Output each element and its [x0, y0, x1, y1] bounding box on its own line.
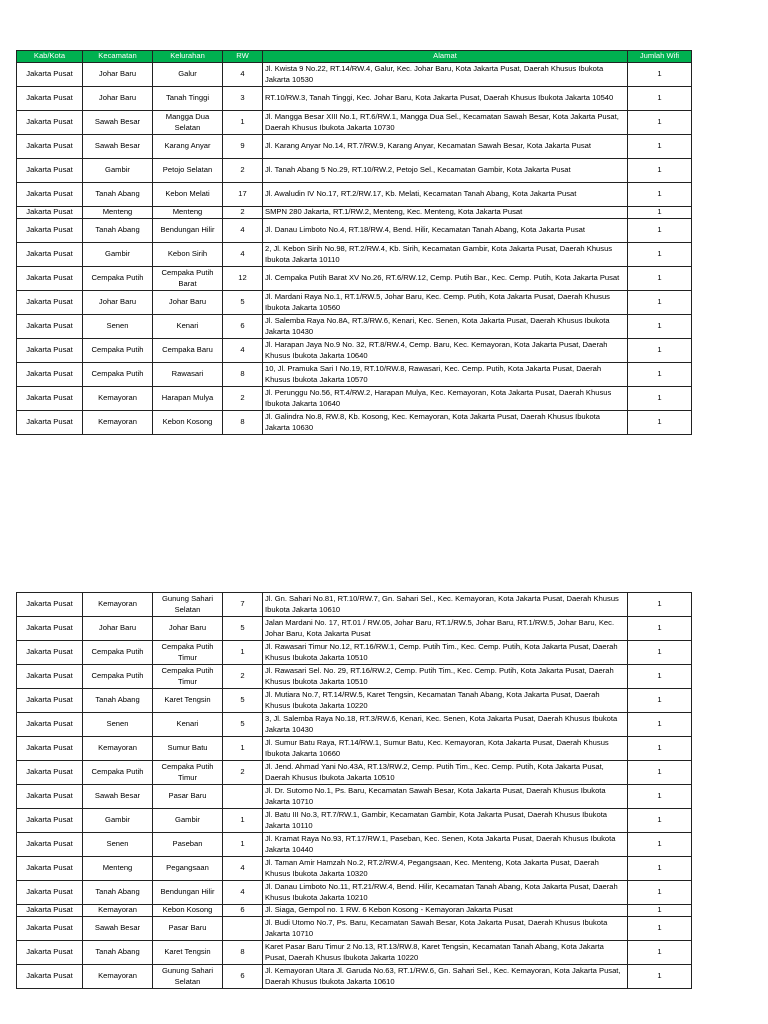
cell-kab-kota: Jakarta Pusat	[17, 785, 83, 809]
cell-jumlah-wifi: 1	[628, 833, 692, 857]
cell-rw: 5	[223, 291, 263, 315]
cell-kecamatan: Kemayoran	[83, 593, 153, 617]
cell-kelurahan: Kenari	[153, 315, 223, 339]
table-row	[17, 617, 692, 641]
cell-alamat: Jl. Dr. Sutomo No.1, Ps. Baru, Kecamatan Sawah Besar, Kota Jakarta Pusat, Daerah Khusus Ibukota Jakarta 10710	[263, 785, 628, 809]
header-kelurahan: Kelurahan	[153, 51, 223, 63]
cell-rw: 12	[223, 267, 263, 291]
cell-kecamatan: Johar Baru	[83, 291, 153, 315]
cell-kab-kota: Jakarta Pusat	[17, 917, 83, 941]
cell-kelurahan: Cempaka Putih Timur	[153, 665, 223, 689]
cell-kecamatan: Tanah Abang	[83, 881, 153, 905]
table-row	[17, 785, 692, 809]
cell-kab-kota: Jakarta Pusat	[17, 713, 83, 737]
cell-kab-kota: Jakarta Pusat	[17, 665, 83, 689]
cell-kab-kota: Jakarta Pusat	[17, 207, 83, 219]
cell-jumlah-wifi: 1	[628, 411, 692, 435]
cell-kecamatan: Sawah Besar	[83, 111, 153, 135]
table-row	[17, 87, 692, 111]
cell-kelurahan: Tanah Tinggi	[153, 87, 223, 111]
cell-kecamatan: Senen	[83, 315, 153, 339]
cell-alamat: Jl. Mardani Raya No.1, RT.1/RW.5, Johar Baru, Kec. Cemp. Putih, Kota Jakarta Pusat, Daerah Khusus Ibukota Jakarta 10560	[263, 291, 628, 315]
cell-kecamatan: Senen	[83, 833, 153, 857]
cell-kecamatan: Kemayoran	[83, 905, 153, 917]
cell-jumlah-wifi: 1	[628, 387, 692, 411]
cell-kab-kota: Jakarta Pusat	[17, 159, 83, 183]
cell-kecamatan: Gambir	[83, 159, 153, 183]
cell-rw: 5	[223, 689, 263, 713]
cell-kab-kota: Jakarta Pusat	[17, 965, 83, 989]
cell-jumlah-wifi: 1	[628, 641, 692, 665]
table-row	[17, 761, 692, 785]
cell-kecamatan: Tanah Abang	[83, 689, 153, 713]
cell-rw: 1	[223, 833, 263, 857]
cell-kelurahan: Karet Tengsin	[153, 689, 223, 713]
table-row	[17, 411, 692, 435]
cell-jumlah-wifi: 1	[628, 315, 692, 339]
cell-jumlah-wifi: 1	[628, 291, 692, 315]
cell-rw: 4	[223, 219, 263, 243]
cell-kecamatan: Tanah Abang	[83, 941, 153, 965]
cell-kab-kota: Jakarta Pusat	[17, 243, 83, 267]
table-row	[17, 135, 692, 159]
cell-jumlah-wifi: 1	[628, 881, 692, 905]
header-alamat: Alamat	[263, 51, 628, 63]
cell-kelurahan: Gunung Sahari Selatan	[153, 593, 223, 617]
cell-alamat: 3, Jl. Salemba Raya No.18, RT.3/RW.6, Kenari, Kec. Senen, Kota Jakarta Pusat, Daerah Khusus Ibukota Jakarta 10430	[263, 713, 628, 737]
cell-kab-kota: Jakarta Pusat	[17, 267, 83, 291]
cell-rw: 4	[223, 857, 263, 881]
cell-kelurahan: Johar Baru	[153, 291, 223, 315]
table-row	[17, 159, 692, 183]
cell-alamat: Jalan Mardani No. 17, RT.01 / RW.05, Johar Baru, RT.1/RW.5, Johar Baru, RT.1/RW.5, Johar Baru, Kec. Johar Baru, Kota Jakarta Pusat	[263, 617, 628, 641]
cell-rw: 1	[223, 809, 263, 833]
cell-rw: 2	[223, 207, 263, 219]
cell-rw: 4	[223, 339, 263, 363]
cell-kecamatan: Cempaka Putih	[83, 363, 153, 387]
cell-rw: 1	[223, 641, 263, 665]
cell-kab-kota: Jakarta Pusat	[17, 689, 83, 713]
cell-alamat: Jl. Gn. Sahari No.81, RT.10/RW.7, Gn. Sahari Sel., Kec. Kemayoran, Kota Jakarta Pusat, Daerah Khusus Ibukota Jakarta 10610	[263, 593, 628, 617]
cell-kab-kota: Jakarta Pusat	[17, 291, 83, 315]
cell-kelurahan: Mangga Dua Selatan	[153, 111, 223, 135]
table-row	[17, 941, 692, 965]
cell-rw: 6	[223, 905, 263, 917]
cell-kab-kota: Jakarta Pusat	[17, 111, 83, 135]
table-row	[17, 207, 692, 219]
cell-rw: 2	[223, 761, 263, 785]
cell-jumlah-wifi: 1	[628, 111, 692, 135]
cell-kelurahan: Menteng	[153, 207, 223, 219]
cell-rw: 6	[223, 315, 263, 339]
table-row	[17, 387, 692, 411]
cell-alamat: Jl. Cempaka Putih Barat XV No.26, RT.6/RW.12, Cemp. Putih Bar., Kec. Cemp. Putih, Kota Jakarta Pusat	[263, 267, 628, 291]
cell-kelurahan: Kebon Kosong	[153, 905, 223, 917]
cell-alamat: Jl. Karang Anyar No.14, RT.7/RW.9, Karang Anyar, Kecamatan Sawah Besar, Kota Jakarta Pusat	[263, 135, 628, 159]
cell-kab-kota: Jakarta Pusat	[17, 761, 83, 785]
table-row	[17, 291, 692, 315]
cell-alamat: Jl. Budi Utomo No.7, Ps. Baru, Kecamatan Sawah Besar, Kota Jakarta Pusat, Daerah Khusus Ibukota Jakarta 10710	[263, 917, 628, 941]
cell-alamat: Jl. Awaludin IV No.17, RT.2/RW.17, Kb. Melati, Kecamatan Tanah Abang, Kota Jakarta Pusat	[263, 183, 628, 207]
header-kecamatan: Kecamatan	[83, 51, 153, 63]
cell-jumlah-wifi: 1	[628, 159, 692, 183]
cell-kab-kota: Jakarta Pusat	[17, 135, 83, 159]
cell-rw: 17	[223, 183, 263, 207]
cell-jumlah-wifi: 1	[628, 785, 692, 809]
cell-kecamatan: Johar Baru	[83, 63, 153, 87]
cell-kelurahan: Rawasari	[153, 363, 223, 387]
table-row	[17, 905, 692, 917]
cell-jumlah-wifi: 1	[628, 905, 692, 917]
cell-kab-kota: Jakarta Pusat	[17, 881, 83, 905]
cell-kecamatan: Kemayoran	[83, 737, 153, 761]
table-row	[17, 965, 692, 989]
cell-kecamatan: Senen	[83, 713, 153, 737]
table-row	[17, 641, 692, 665]
cell-jumlah-wifi: 1	[628, 689, 692, 713]
cell-jumlah-wifi: 1	[628, 857, 692, 881]
cell-alamat: Jl. Kwista 9 No.22, RT.14/RW.4, Galur, Kec. Johar Baru, Kota Jakarta Pusat, Daerah Khusus Ibukota Jakarta 10530	[263, 63, 628, 87]
cell-kelurahan: Kebon Sirih	[153, 243, 223, 267]
table-row	[17, 111, 692, 135]
table-row	[17, 713, 692, 737]
cell-alamat: Jl. Rawasari Sel. No. 29, RT.16/RW.2, Cemp. Putih Tim., Kec. Cemp. Putih, Kota Jakarta Pusat, Daerah Khusus Ibukota Jakarta 10510	[263, 665, 628, 689]
cell-kecamatan: Sawah Besar	[83, 917, 153, 941]
table-row	[17, 881, 692, 905]
cell-kelurahan: Cempaka Putih Timur	[153, 641, 223, 665]
table-row	[17, 267, 692, 291]
cell-kelurahan: Kebon Kosong	[153, 411, 223, 435]
cell-kab-kota: Jakarta Pusat	[17, 737, 83, 761]
cell-kab-kota: Jakarta Pusat	[17, 363, 83, 387]
cell-rw: 1	[223, 111, 263, 135]
cell-kab-kota: Jakarta Pusat	[17, 857, 83, 881]
table-row	[17, 833, 692, 857]
cell-kecamatan: Kemayoran	[83, 411, 153, 435]
cell-kecamatan: Cempaka Putih	[83, 641, 153, 665]
cell-jumlah-wifi: 1	[628, 737, 692, 761]
cell-kab-kota: Jakarta Pusat	[17, 87, 83, 111]
cell-rw: 8	[223, 363, 263, 387]
cell-rw: 2	[223, 665, 263, 689]
cell-kab-kota: Jakarta Pusat	[17, 411, 83, 435]
cell-rw: 2	[223, 159, 263, 183]
cell-kelurahan: Cempaka Putih Barat	[153, 267, 223, 291]
cell-kecamatan: Johar Baru	[83, 87, 153, 111]
cell-alamat: Jl. Sumur Batu Raya, RT.14/RW.1, Sumur Batu, Kec. Kemayoran, Kota Jakarta Pusat, Daerah Khusus Ibukota Jakarta 10660	[263, 737, 628, 761]
cell-kelurahan: Pasar Baru	[153, 917, 223, 941]
table-row	[17, 315, 692, 339]
cell-rw: 4	[223, 881, 263, 905]
cell-jumlah-wifi: 1	[628, 183, 692, 207]
cell-alamat: 2, Jl. Kebon Sirih No.98, RT.2/RW.4, Kb. Sirih, Kecamatan Gambir, Kota Jakarta Pusat, Daerah Khusus Ibukota Jakarta 10110	[263, 243, 628, 267]
cell-kab-kota: Jakarta Pusat	[17, 315, 83, 339]
table-row	[17, 857, 692, 881]
cell-kecamatan: Kemayoran	[83, 387, 153, 411]
cell-kelurahan: Kenari	[153, 713, 223, 737]
cell-kelurahan: Karet Tengsin	[153, 941, 223, 965]
cell-kab-kota: Jakarta Pusat	[17, 941, 83, 965]
cell-alamat: Jl. Danau Limboto No.4, RT.18/RW.4, Bend. Hilir, Kecamatan Tanah Abang, Kota Jakarta Pusat	[263, 219, 628, 243]
cell-jumlah-wifi: 1	[628, 135, 692, 159]
cell-kab-kota: Jakarta Pusat	[17, 617, 83, 641]
cell-rw	[223, 917, 263, 941]
cell-rw: 8	[223, 941, 263, 965]
cell-rw: 3	[223, 87, 263, 111]
cell-alamat: Jl. Mutiara No.7, RT.14/RW.5, Karet Tengsin, Kecamatan Tanah Abang, Kota Jakarta Pusat, Daerah Khusus Ibukota Jakarta 10220	[263, 689, 628, 713]
cell-rw	[223, 785, 263, 809]
cell-alamat: RT.10/RW.3, Tanah Tinggi, Kec. Johar Baru, Kota Jakarta Pusat, Daerah Khusus Ibukota Jakarta 10540	[263, 87, 628, 111]
cell-kelurahan: Gambir	[153, 809, 223, 833]
cell-alamat: Jl. Perunggu No.56, RT.4/RW.2, Harapan Mulya, Kec. Kemayoran, Kota Jakarta Pusat, Daerah Khusus Ibukota Jakarta 10640	[263, 387, 628, 411]
cell-alamat: Karet Pasar Baru Timur 2 No.13, RT.13/RW.8, Karet Tengsin, Kecamatan Tanah Abang, Kota Jakarta Pusat, Daerah Khusus Ibukota Jakarta 10220	[263, 941, 628, 965]
cell-kelurahan: Bendungan Hilir	[153, 219, 223, 243]
cell-rw: 8	[223, 411, 263, 435]
cell-alamat: Jl. Jend. Ahmad Yani No.43A, RT.13/RW.2, Cemp. Putih Tim., Kec. Cemp. Putih, Kota Jakarta Pusat, Daerah Khusus Ibukota Jakarta 10510	[263, 761, 628, 785]
header-rw: RW	[223, 51, 263, 63]
cell-jumlah-wifi: 1	[628, 941, 692, 965]
cell-kecamatan: Cempaka Putih	[83, 267, 153, 291]
cell-kelurahan: Galur	[153, 63, 223, 87]
cell-kecamatan: Sawah Besar	[83, 135, 153, 159]
table-row	[17, 63, 692, 87]
cell-alamat: Jl. Tanah Abang 5 No.29, RT.10/RW.2, Petojo Sel., Kecamatan Gambir, Kota Jakarta Pusat	[263, 159, 628, 183]
cell-kelurahan: Bendungan Hilir	[153, 881, 223, 905]
cell-kelurahan: Cempaka Baru	[153, 339, 223, 363]
cell-kab-kota: Jakarta Pusat	[17, 641, 83, 665]
cell-kab-kota: Jakarta Pusat	[17, 905, 83, 917]
table-row	[17, 665, 692, 689]
wifi-table-2	[16, 592, 692, 989]
table-row	[17, 219, 692, 243]
cell-alamat: Jl. Siaga, Gempol no. 1 RW. 6 Kebon Kosong - Kemayoran Jakarta Pusat	[263, 905, 628, 917]
cell-kecamatan: Johar Baru	[83, 617, 153, 641]
cell-jumlah-wifi: 1	[628, 665, 692, 689]
cell-kab-kota: Jakarta Pusat	[17, 339, 83, 363]
cell-rw: 9	[223, 135, 263, 159]
cell-jumlah-wifi: 1	[628, 267, 692, 291]
cell-kelurahan: Cempaka Putih Timur	[153, 761, 223, 785]
table-row	[17, 363, 692, 387]
table-row	[17, 339, 692, 363]
cell-kecamatan: Tanah Abang	[83, 183, 153, 207]
cell-jumlah-wifi: 1	[628, 713, 692, 737]
cell-kelurahan: Kebon Melati	[153, 183, 223, 207]
cell-kab-kota: Jakarta Pusat	[17, 833, 83, 857]
cell-kecamatan: Tanah Abang	[83, 219, 153, 243]
cell-jumlah-wifi: 1	[628, 917, 692, 941]
cell-alamat: Jl. Galindra No.8, RW.8, Kb. Kosong, Kec. Kemayoran, Kota Jakarta Pusat, Daerah Khusus Ibukota Jakarta 10630	[263, 411, 628, 435]
cell-rw: 4	[223, 63, 263, 87]
cell-kecamatan: Cempaka Putih	[83, 665, 153, 689]
cell-rw: 5	[223, 713, 263, 737]
cell-jumlah-wifi: 1	[628, 593, 692, 617]
cell-kelurahan: Gunung Sahari Selatan	[153, 965, 223, 989]
cell-kelurahan: Pasar Baru	[153, 785, 223, 809]
cell-kelurahan: Johar Baru	[153, 617, 223, 641]
cell-alamat: Jl. Kemayoran Utara Jl. Garuda No.63, RT.1/RW.6, Gn. Sahari Sel., Kec. Kemayoran, Kota Jakarta Pusat, Daerah Khusus Ibukota Jakarta 10610	[263, 965, 628, 989]
cell-alamat: Jl. Danau Limboto No.11, RT.21/RW.4, Bend. Hilir, Kecamatan Tanah Abang, Kota Jakarta Pusat, Daerah Khusus Ibukota Jakarta 10210	[263, 881, 628, 905]
cell-alamat: Jl. Harapan Jaya No.9 No. 32, RT.8/RW.4, Cemp. Baru, Kec. Kemayoran, Kota Jakarta Pusat, Daerah Khusus Ibukota Jakarta 10640	[263, 339, 628, 363]
cell-alamat: 10, Jl. Pramuka Sari I No.19, RT.10/RW.8, Rawasari, Kec. Cemp. Putih, Kota Jakarta Pusat, Daerah Khusus Ibukota Jakarta 10570	[263, 363, 628, 387]
header-kab-kota: Kab/Kota	[17, 51, 83, 63]
cell-alamat: Jl. Salemba Raya No.8A, RT.3/RW.6, Kenari, Kec. Senen, Kota Jakarta Pusat, Daerah Khusus Ibukota Jakarta 10430	[263, 315, 628, 339]
cell-alamat: Jl. Taman Amir Hamzah No.2, RT.2/RW.4, Pegangsaan, Kec. Menteng, Kota Jakarta Pusat, Daerah Khusus Ibukota Jakarta 10320	[263, 857, 628, 881]
cell-jumlah-wifi: 1	[628, 363, 692, 387]
table-row	[17, 917, 692, 941]
cell-alamat: Jl. Mangga Besar XIII No.1, RT.6/RW.1, Mangga Dua Sel., Kecamatan Sawah Besar, Kota Jakarta Pusat, Daerah Khusus Ibukota Jakarta 10730	[263, 111, 628, 135]
cell-rw: 4	[223, 243, 263, 267]
cell-kelurahan: Karang Anyar	[153, 135, 223, 159]
cell-kab-kota: Jakarta Pusat	[17, 593, 83, 617]
cell-jumlah-wifi: 1	[628, 617, 692, 641]
cell-jumlah-wifi: 1	[628, 63, 692, 87]
cell-jumlah-wifi: 1	[628, 339, 692, 363]
cell-rw: 7	[223, 593, 263, 617]
cell-rw: 5	[223, 617, 263, 641]
cell-jumlah-wifi: 1	[628, 207, 692, 219]
cell-kab-kota: Jakarta Pusat	[17, 387, 83, 411]
cell-kecamatan: Gambir	[83, 243, 153, 267]
cell-alamat: Jl. Kramat Raya No.93, RT.17/RW.1, Paseban, Kec. Senen, Kota Jakarta Pusat, Daerah Khusus Ibukota Jakarta 10440	[263, 833, 628, 857]
cell-kab-kota: Jakarta Pusat	[17, 809, 83, 833]
cell-kecamatan: Sawah Besar	[83, 785, 153, 809]
cell-kelurahan: Harapan Mulya	[153, 387, 223, 411]
cell-jumlah-wifi: 1	[628, 761, 692, 785]
cell-kecamatan: Cempaka Putih	[83, 761, 153, 785]
wifi-table-1	[16, 50, 692, 435]
table-row	[17, 809, 692, 833]
cell-rw: 6	[223, 965, 263, 989]
table-row	[17, 593, 692, 617]
table-row	[17, 689, 692, 713]
cell-kab-kota: Jakarta Pusat	[17, 63, 83, 87]
cell-jumlah-wifi: 1	[628, 965, 692, 989]
cell-alamat: Jl. Batu III No.3, RT.7/RW.1, Gambir, Kecamatan Gambir, Kota Jakarta Pusat, Daerah Khusus Ibukota Jakarta 10110	[263, 809, 628, 833]
header-jumlah-wifi: Jumlah Wifi	[628, 51, 692, 63]
cell-kelurahan: Sumur Batu	[153, 737, 223, 761]
cell-rw: 1	[223, 737, 263, 761]
cell-kab-kota: Jakarta Pusat	[17, 183, 83, 207]
cell-alamat: Jl. Rawasari Timur No.12, RT.16/RW.1, Cemp. Putih Tim., Kec. Cemp. Putih, Kota Jakarta Pusat, Daerah Khusus Ibukota Jakarta 10510	[263, 641, 628, 665]
cell-rw: 2	[223, 387, 263, 411]
cell-jumlah-wifi: 1	[628, 243, 692, 267]
cell-kelurahan: Petojo Selatan	[153, 159, 223, 183]
table-row	[17, 183, 692, 207]
table-header-row	[17, 51, 692, 63]
cell-kelurahan: Pegangsaan	[153, 857, 223, 881]
table-row	[17, 243, 692, 267]
cell-kecamatan: Gambir	[83, 809, 153, 833]
cell-jumlah-wifi: 1	[628, 809, 692, 833]
cell-kecamatan: Menteng	[83, 857, 153, 881]
table-row	[17, 737, 692, 761]
cell-kab-kota: Jakarta Pusat	[17, 219, 83, 243]
cell-alamat: SMPN 280 Jakarta, RT.1/RW.2, Menteng, Kec. Menteng, Kota Jakarta Pusat	[263, 207, 628, 219]
cell-kecamatan: Cempaka Putih	[83, 339, 153, 363]
cell-jumlah-wifi: 1	[628, 87, 692, 111]
cell-kecamatan: Kemayoran	[83, 965, 153, 989]
cell-kecamatan: Menteng	[83, 207, 153, 219]
cell-kelurahan: Paseban	[153, 833, 223, 857]
cell-jumlah-wifi: 1	[628, 219, 692, 243]
